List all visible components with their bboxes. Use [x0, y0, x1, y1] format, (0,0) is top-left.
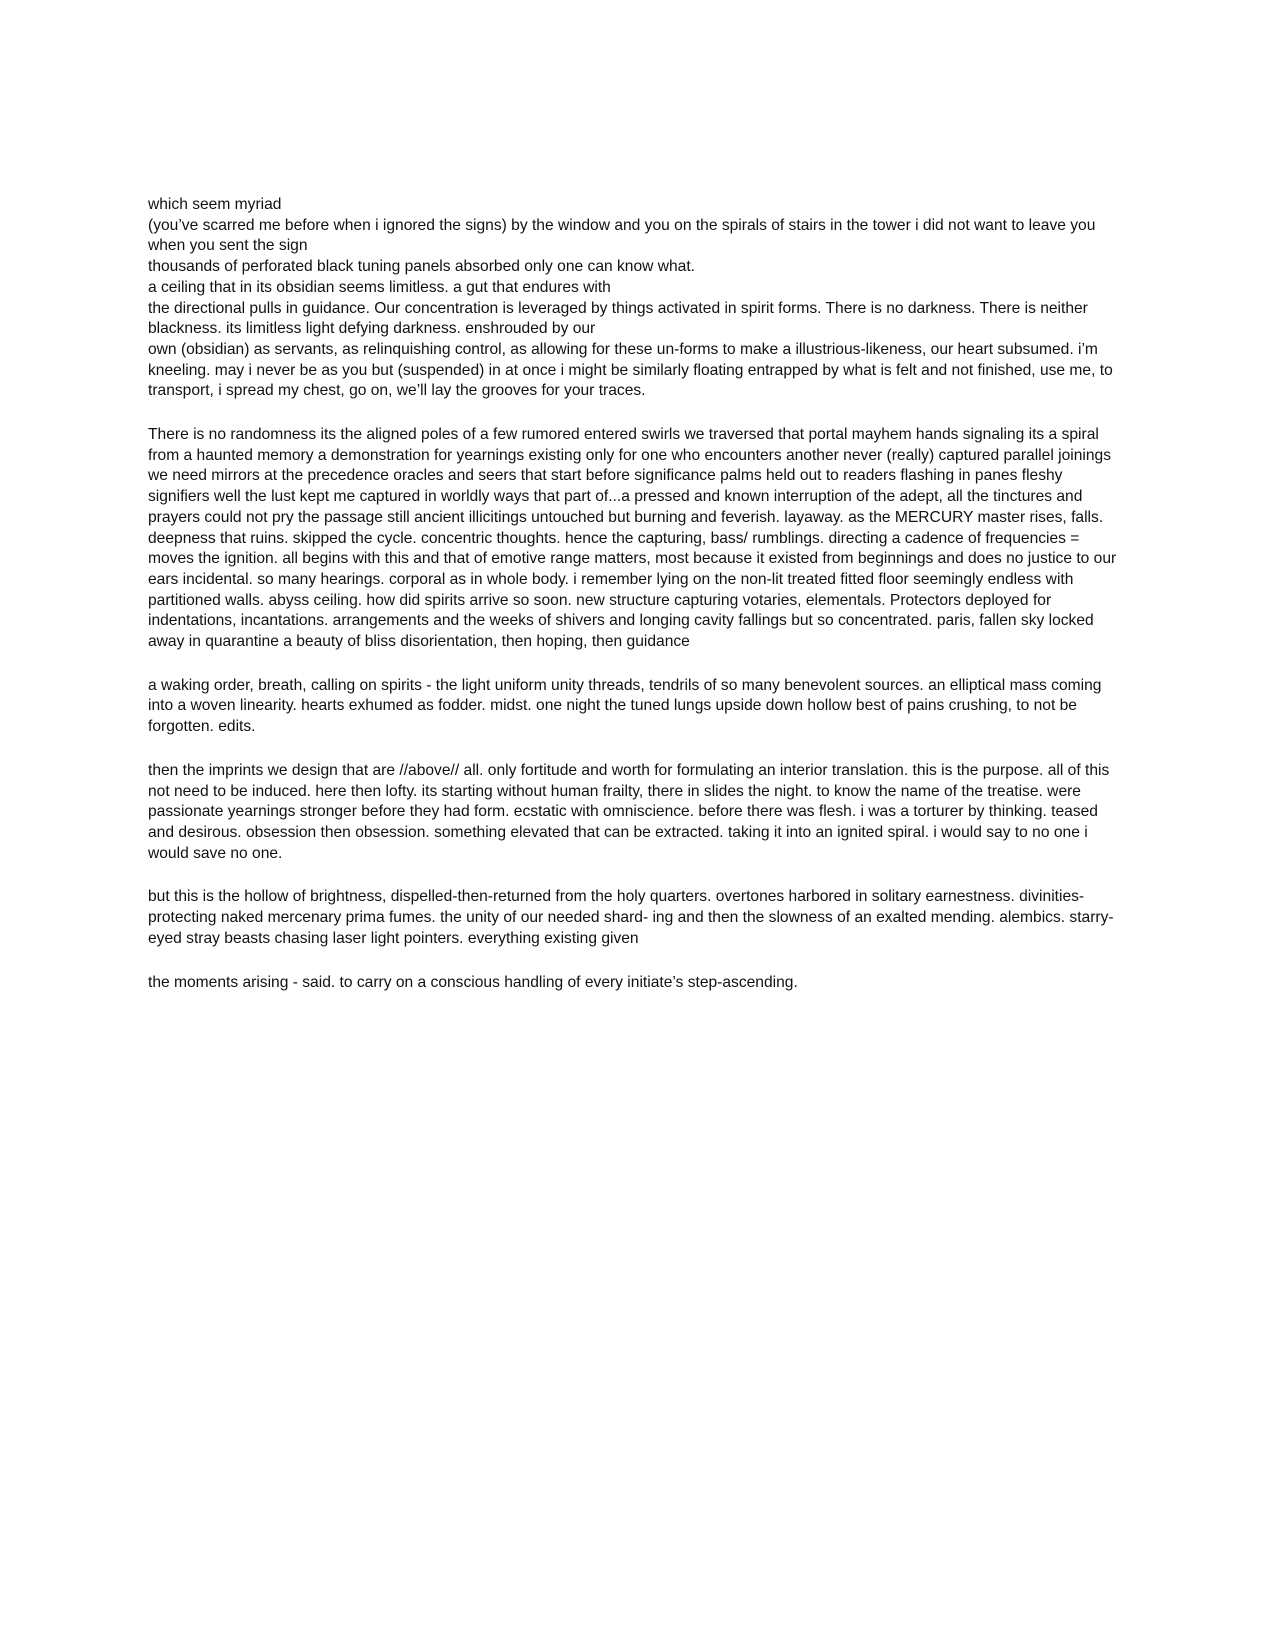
body-text: [148, 195, 1123, 993]
text-line: a ceiling that in its obsidian seems limitless. a gut that endures with: [148, 278, 611, 296]
paragraph-4: [148, 761, 1123, 865]
paragraph-5: [148, 887, 1123, 949]
paragraph-1: [148, 195, 1123, 402]
text-line: (you’ve scarred me before when i ignored the signs) by the window and you on the spirals of stairs in the tower i did not want to leave you when you sent the sign: [148, 216, 1096, 255]
text-line: a waking order, breath, calling on spirits - the light uniform unity threads, tendrils of so many benevolent sources. an elliptical mass coming into a woven linearity. hearts exhumed as fodder. midst. one night the tuned lungs upside down hollow best of pains crushing, to not be forgotten. edits.: [148, 676, 1102, 736]
text-line: then the imprints we design that are //above// all. only fortitude and worth for formulating an interior translation. this is the purpose. all of this not need to be induced. here then lofty. its starting without human frailty, there in slides the night. to know the name of the treatise. were passionate yearnings stronger before they had form. ecstatic with omniscience. before there was flesh. i was a torturer by thinking. teased and desirous. obsession then obsession. something elevated that can be extracted. taking it into an ignited spiral. i would say to no one i would save no one.: [148, 761, 1110, 862]
text-line: but this is the hollow of brightness, dispelled-then-returned from the holy quarters. overtones harbored in solitary earnestness. divinities- protecting naked mercenary prima fumes. the unity of our needed shard- ing and then the slowness of an exalted mending. alembics. starry-eyed stray beasts chasing laser light pointers. everything existing given: [148, 888, 1114, 947]
text-line: which seem myriad: [148, 196, 282, 213]
text-line: the moments arising - said. to carry on a conscious handling of every initiate’s step-ascending.: [148, 973, 798, 991]
paragraph-6: [148, 973, 1123, 994]
paragraph-2: [148, 425, 1123, 653]
paragraph-3: [148, 676, 1123, 738]
text-line: the directional pulls in guidance. Our concentration is leveraged by things activated in spirit forms. There is no darkness. There is neither blackness. its limitless light defying darkness. enshrouded by our: [148, 299, 1088, 338]
text-line: thousands of perforated black tuning panels absorbed only one can know what.: [148, 258, 696, 276]
text-line: There is no randomness its the aligned poles of a few rumored entered swirls we traversed that portal mayhem hands signaling its a spiral from a haunted memory a demonstration for yearnings existing only for one who encounters another never (really) captured parallel joinings: [148, 426, 1111, 464]
text-line: own (obsidian) as servants, as relinquishing control, as allowing for these un-forms to make a illustrious-likeness, our heart subsumed. i’m kneeling. may i never be as you but (suspended) in at once i might be similarly floating entrapped by what is felt and not finished, use me, to transport, i spread my chest, go on, we’ll lay the grooves for your traces.: [148, 340, 1113, 400]
text-line: we need mirrors at the precedence oracles and seers that start before significance palms held out to readers flashing in panes fleshy signifiers well the lust kept me captured in worldly ways that part of...a pressed and known interruption of the adept, all the tinctures and prayers could not pry the passage still ancient illicitings untouched but burning and feverish. layaway. as the MERCURY master rises, falls. deepness that ruins. skipped the cycle. concentric thoughts. hence the capturing, bass/ rumblings. directing a cadence of frequencies = moves the ignition. all begins with this and that of emotive range matters, most because it existed from beginnings and does no justice to our ears incidental. so many hearings. corporal as in whole body. i remember lying on the non-lit treated fitted floor seemingly endless with partitioned walls. abyss ceiling. how did spirits arrive so soon. new structure capturing votaries, elementals. Protectors deployed for indentations, incantations. arrangements and the weeks of shivers and longing cavity fallings but so concentrated. paris, fallen sky locked away in quarantine a beauty of bliss disorientation, then hoping, then guidance: [148, 467, 1117, 651]
